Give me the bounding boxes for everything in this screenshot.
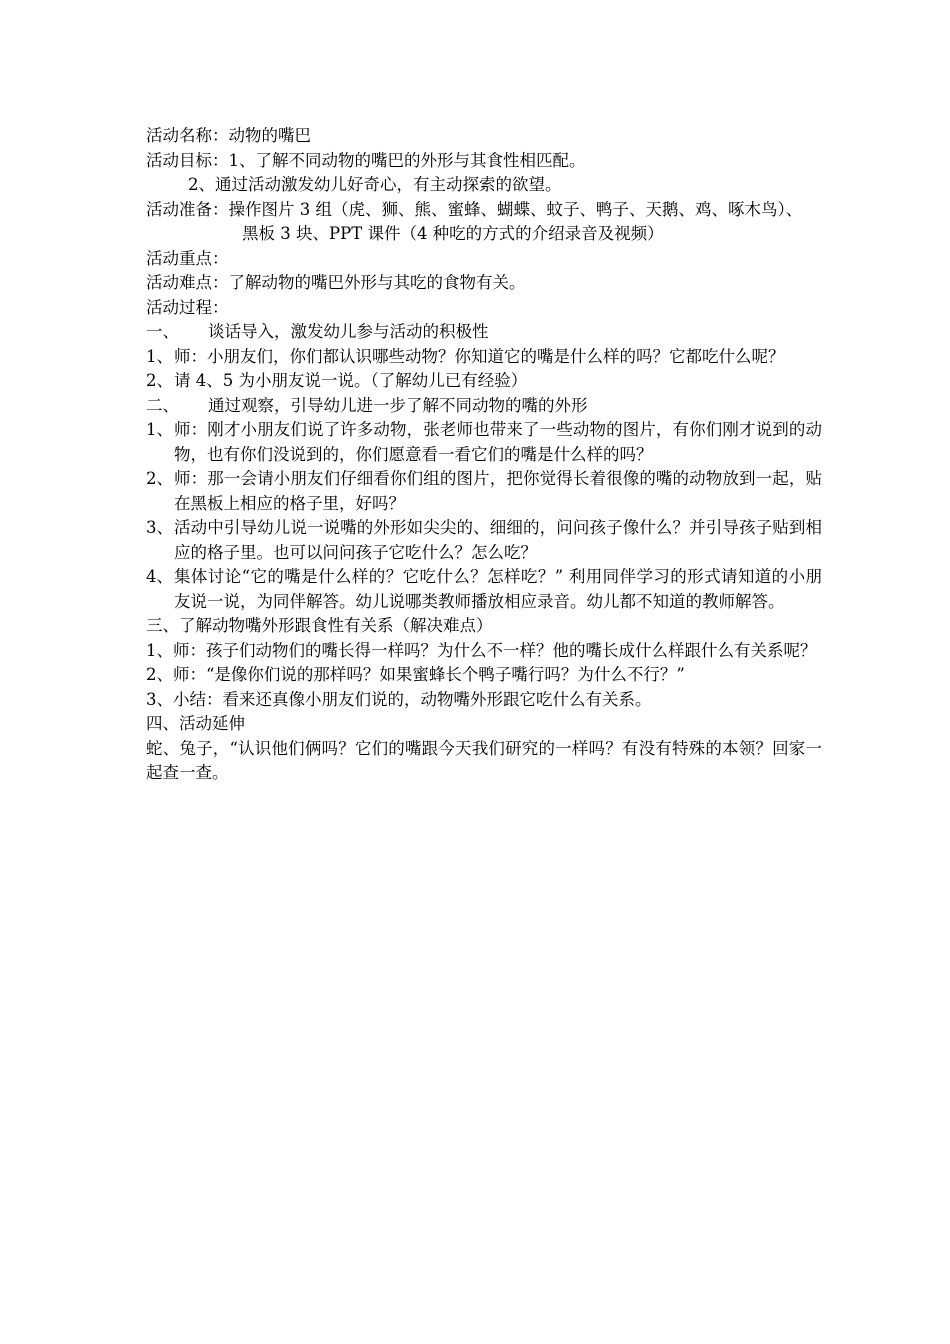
section-number: 二、: [146, 395, 179, 415]
paragraph: 蛇、兔子，“认识他们俩吗？它们的嘴跟今天我们研究的一样吗？有没有特殊的本领？回家一起查一查。: [146, 738, 822, 782]
activity-goal-2: 2、通过活动激发幼儿好奇心，有主动探索的欲望。: [188, 175, 562, 194]
list-text: 活动中引导幼儿说一说嘴的外形如尖尖的、细细的，问问孩子像什么？并引导孩子贴到相应的格子里。也可以问问孩子它吃什么？怎么吃？: [174, 518, 822, 562]
activity-name: 活动名称：动物的嘴巴: [146, 126, 311, 145]
activity-process: 活动过程：: [146, 297, 229, 317]
activity-difficulty: 活动难点：了解动物的嘴巴外形与其吃的食物有关。: [146, 273, 526, 292]
list-number: 1、: [146, 346, 173, 366]
paragraph: 2、师：“是像你们说的那样吗？如果蜜蜂长个鸭子嘴行吗？为什么不行？”: [146, 665, 685, 684]
list-number: 4、: [146, 567, 173, 586]
list-item: [146, 467, 822, 516]
list-text: 集体讨论“它的嘴是什么样的？它吃什么？怎样吃？” 利用同伴学习的形式请知道的小朋友说一说，为同伴解答。幼儿说哪类教师播放相应录音。幼儿都不知道的教师解答。: [174, 567, 822, 611]
list-number: 1、: [146, 420, 173, 439]
list-number: 2、: [146, 469, 173, 488]
section-title: 通过观察，引导幼儿进一步了解不同动物的嘴的外形: [208, 395, 588, 415]
list-text: 师：那一会请小朋友们仔细看你们组的图片，把你觉得长着很像的嘴的动物放到一起，贴在黑板上相应的格子里，好吗？: [174, 469, 822, 513]
activity-focus: 活动重点：: [146, 248, 229, 268]
list-item: [146, 565, 822, 614]
activity-prep-2: 黑板 3 块、PPT 课件（4 种吃的方式的介绍录音及视频）: [242, 224, 664, 243]
list-number: 2、: [146, 371, 173, 390]
paragraph: 1、师：孩子们动物们的嘴长得一样吗？为什么不一样？他的嘴长成什么样跟什么有关系呢？: [146, 640, 817, 660]
section-heading-3: 三、了解动物嘴外形跟食性有关系（解决难点）: [146, 616, 493, 635]
section-title: 谈话导入，激发幼儿参与活动的积极性: [208, 322, 489, 341]
section-heading-1: [146, 320, 822, 345]
list-item: [146, 516, 822, 565]
section-heading-4: 四、活动延伸: [146, 714, 245, 733]
list-item: [146, 369, 822, 394]
list-text: 师：刚才小朋友们说了许多动物，张老师也带来了一些动物的图片，有你们刚才说到的动物，也有你们没说到的，你们愿意看一看它们的嘴是什么样的吗？: [174, 420, 822, 464]
section-heading-2: [146, 394, 822, 419]
list-item: [146, 345, 822, 370]
activity-prep-1: 活动准备：操作图片 3 组（虎、狮、熊、蜜蜂、蝴蝶、蚊子、鸭子、天鹅、鸡、啄木鸟）、: [146, 199, 803, 219]
list-number: 3、: [146, 518, 173, 537]
list-text: 请 4、5 为小朋友说一说。（了解幼儿已有经验）: [174, 371, 528, 390]
activity-goal-1: 活动目标：1、了解不同动物的嘴巴的外形与其食性相匹配。: [146, 150, 586, 170]
section-number: 一、: [146, 322, 179, 341]
list-text: 师：小朋友们，你们都认识哪些动物？你知道它的嘴是什么样的吗？它都吃什么呢？: [174, 346, 785, 366]
list-item: [146, 418, 822, 467]
document-body: [146, 124, 822, 786]
paragraph: 3、小结：看来还真像小朋友们说的，动物嘴外形跟它吃什么有关系。: [146, 689, 652, 709]
